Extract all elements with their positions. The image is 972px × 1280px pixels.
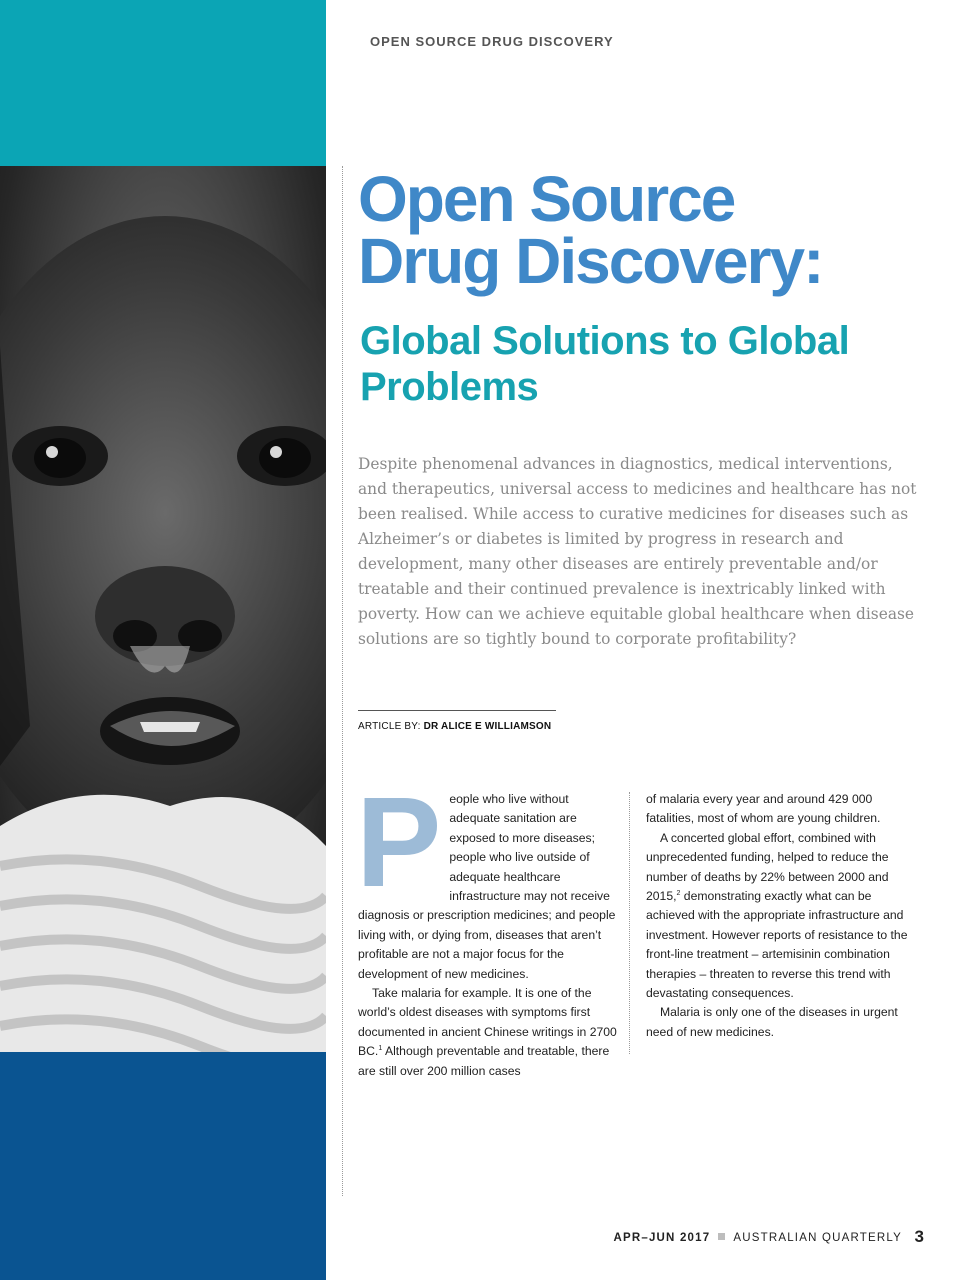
byline-divider [358,710,556,711]
left-image-column [0,0,326,1280]
paragraph-text: demonstrating exactly what can be achieved with the appropriate infrastructure and investment. However reports of resistance to the front-line treatment – artemisinin combination therapies – threaten to reverse this trend with devastating consequences. [646,889,908,1001]
title-line-2: Drug Discovery: [358,225,823,297]
body-paragraph: Malaria is only one of the diseases in urgent need of new medicines. [646,1005,898,1039]
column-divider [629,792,630,1054]
paragraph-text: A concerted global effort, combined with unprecedented funding, helped to reduce the number of deaths by 22% between 2000 and 2015, [646,830,889,904]
drop-cap: P [356,771,442,914]
vertical-dotted-rule [342,166,343,1196]
byline-label: ARTICLE BY: [358,721,421,732]
article-title [358,163,958,297]
article-standfirst: Despite phenomenal advances in diagnostics, medical interventions, and therapeutics, universal access to medicines and healthcare has not been realised. While access to curative medicines for diseases such as Alzheimer’s or diabetes is limited by progress in research and development, many other diseases are entirely preventable and/or treatable and their continued prevalence is inextricably linked with poverty. How can we achieve equitable global healthcare when disease solutions are so tightly bound to corporate profitability? [358,455,917,648]
footnote-ref: 2 [676,889,681,897]
body-paragraph [646,829,908,1004]
paragraph-text: Take malaria for example. It is one of the world’s oldest diseases with symptoms first documented in ancient Chinese writings in 2700 BC. [358,986,617,1059]
paragraph-text: Although preventable and treatable, there are still over 200 million cases [358,1044,610,1078]
navy-color-band [0,1052,326,1280]
body-column-1 [356,771,618,1081]
page-number: 3 [914,1227,924,1246]
body-paragraph: of malaria every year and around 429 000 fatalities, most of whom are young children. [646,792,881,826]
body-paragraph [356,771,618,984]
teal-color-band [0,0,326,166]
page-footer [613,1227,924,1246]
byline-author: DR ALICE E WILLIAMSON [423,721,552,732]
footnote-ref: 1 [378,1045,383,1053]
article-subtitle: Global Solutions to Global Problems [360,319,850,409]
title-line-1: Open Source [358,163,735,235]
paragraph-text: eople who live without adequate sanitation are exposed to more diseases; people who live outside of adequate healthcare infrastructure may not receive diagnosis or prescription medicines; and people living with, or dying from, diseases that aren’t profitable are not a major focus for the development of new medicines. [358,792,616,981]
child-portrait-photo [0,166,326,1052]
article-byline [358,721,551,732]
body-paragraph [358,984,618,1081]
publication-name: AUSTRALIAN QUARTERLY [733,1232,902,1244]
section-kicker: OPEN SOURCE DRUG DISCOVERY [370,34,614,49]
separator-square-icon [718,1233,725,1240]
body-column-2 [646,790,908,1042]
issue-date: APR–JUN 2017 [613,1232,711,1244]
